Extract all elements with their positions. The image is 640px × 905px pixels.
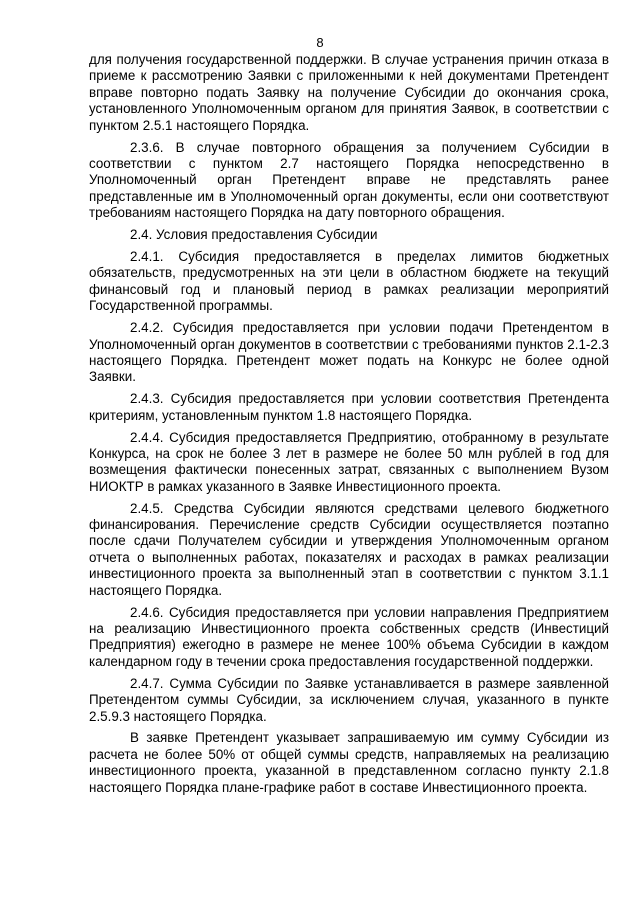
paragraph-subsidy-amount: В заявке Претендент указывает запрашиваемую им сумму Субсидии из расчета не более 50% от общей суммы средств, направляемых на реализацию инвестиционного проекта, указанной в представленном согласно пункту 2.1.8 настоящего Порядка плане-графике работ в составе Инвестиционного проекта. <box>89 730 609 795</box>
paragraph-continuation: для получения государственной поддержки. В случае устранения причин отказа в приеме к рассмотрению Заявки с приложенными к ней документами Претендент вправе повторно подать Заявку на получение Субсидии до окончания срока, установленного Уполномоченным органом для принятия Заявок, в соответствии с пунктом 2.5.1 настоящего Порядка. <box>89 52 609 133</box>
paragraph-2-4-2: 2.4.2. Субсидия предоставляется при условии подачи Претендентом в Уполномоченный орган документов в соответствии с требованиями пунктов 2.1-2.3 настоящего Порядка. Претендент может подать на Конкурс не более одной Заявки. <box>89 320 609 385</box>
page-number: 8 <box>316 35 324 50</box>
section-heading-2-4: 2.4. Условия предоставления Субсидии <box>130 227 378 243</box>
paragraph-2-4-4: 2.4.4. Субсидия предоставляется Предприятию, отобранному в результате Конкурса, на срок не более 3 лет в размере не более 50 млн рублей в год для возмещения фактически понесенных затрат, связанных с выполнением Вузом НИОКТР в рамках указанного в Заявке Инвестиционного проекта. <box>89 429 609 494</box>
paragraph-2-3-6: 2.3.6. В случае повторного обращения за получением Субсидии в соответствии с пунктом 2.7 настоящего Порядка непосредственно в Уполномоченный орган Претендент вправе не представлять ранее представленные им в Уполномоченный орган документы, если они соответствуют требованиям настоящего Порядка на дату повторного обращения. <box>89 139 609 221</box>
paragraph-2-4-1: 2.4.1. Субсидия предоставляется в пределах лимитов бюджетных обязательств, предусмотренных на эти цели в областном бюджете на текущий финансовый год и плановый период в рамках реализации мероприятий Государственной программы. <box>89 248 609 314</box>
paragraph-2-4-3: 2.4.3. Субсидия предоставляется при условии соответствия Претендента критериям, установленным пунктом 1.8 настоящего Порядка. <box>89 391 609 423</box>
document-body <box>89 52 609 796</box>
paragraph-2-4-7: 2.4.7. Сумма Субсидии по Заявке устанавливается в размере заявленной Претендентом суммы Субсидии, за исключением случая, указанного в пункте 2.5.9.3 настоящего Порядка. <box>89 675 609 724</box>
paragraph-2-4-5: 2.4.5. Средства Субсидии являются средствами целевого бюджетного финансирования. Перечисление средств Субсидии осуществляется поэтапно после сдачи Получателем субсидии и утверждения Уполномоченным органом отчета о выполненных работах, показателях и расходах в рамках реализации инвестиционного проекта за выполненный этап в соответствии с пунктом 3.1.1 настоящего Порядка. <box>89 500 609 598</box>
paragraph-2-4-6: 2.4.6. Субсидия предоставляется при условии направления Предприятием на реализацию Инвестиционного проекта собственных средств (Инвестиций Предприятия) ежегодно в размере не менее 100% объема Субсидии в каждом календарном году в течении срока предоставления государственной поддержки. <box>89 604 609 669</box>
